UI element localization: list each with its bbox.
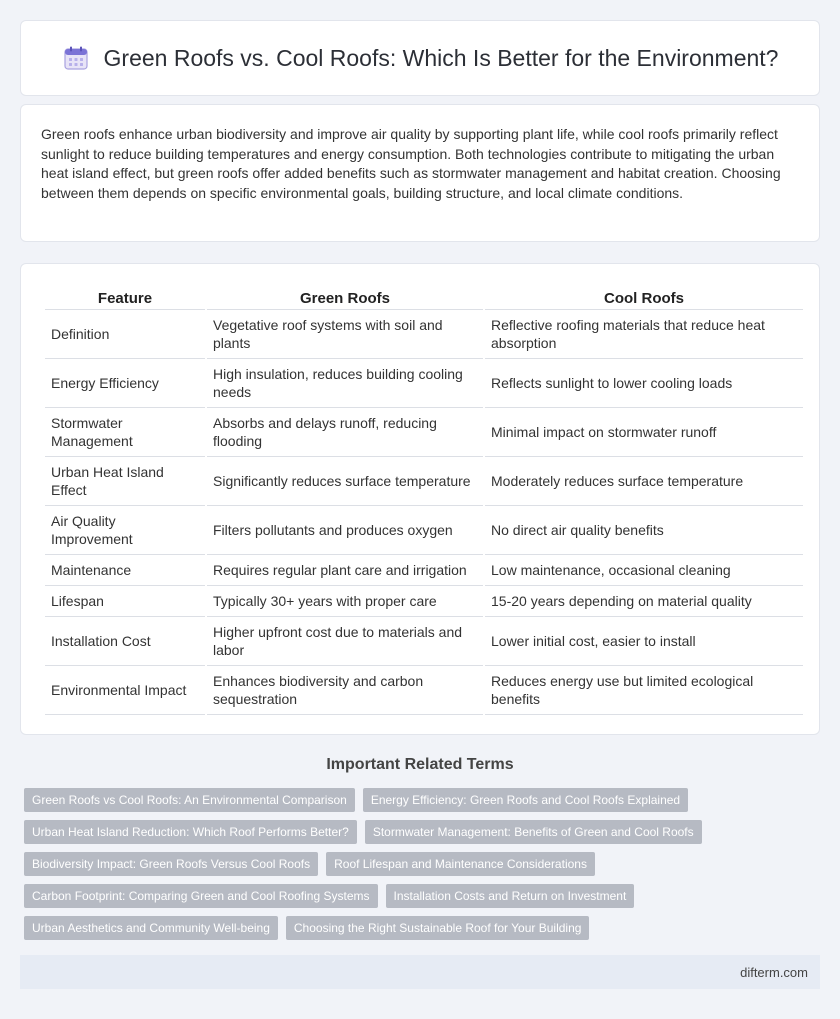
- green-roofs-cell: Typically 30+ years with proper care: [207, 586, 483, 617]
- green-roofs-cell: High insulation, reduces building cooling needs: [207, 359, 483, 408]
- related-term-tag[interactable]: Roof Lifespan and Maintenance Considerations: [326, 852, 595, 876]
- cool-roofs-cell: No direct air quality benefits: [485, 506, 803, 555]
- calendar-icon: [62, 44, 90, 72]
- green-roofs-cell: Filters pollutants and produces oxygen: [207, 506, 483, 555]
- related-term-tag[interactable]: Energy Efficiency: Green Roofs and Cool Roofs Explained: [363, 788, 688, 812]
- header-card: [20, 20, 820, 96]
- feature-cell: Maintenance: [45, 555, 205, 586]
- green-roofs-cell: Requires regular plant care and irrigation: [207, 555, 483, 586]
- comparison-table: [43, 284, 805, 715]
- green-roofs-cell: Absorbs and delays runoff, reducing flooding: [207, 408, 483, 457]
- cool-roofs-cell: Low maintenance, occasional cleaning: [485, 555, 803, 586]
- related-terms-list: [24, 788, 824, 940]
- column-header-cool-roofs: Cool Roofs: [485, 284, 803, 310]
- related-term-tag[interactable]: Installation Costs and Return on Investment: [386, 884, 635, 908]
- column-header-green-roofs: Green Roofs: [207, 284, 483, 310]
- table-row: [45, 359, 803, 408]
- feature-cell: Urban Heat Island Effect: [45, 457, 205, 506]
- table-row: [45, 408, 803, 457]
- feature-cell: Air Quality Improvement: [45, 506, 205, 555]
- feature-cell: Environmental Impact: [45, 666, 205, 715]
- feature-cell: Stormwater Management: [45, 408, 205, 457]
- table-row: [45, 617, 803, 666]
- intro-card: [20, 104, 820, 242]
- related-term-tag[interactable]: Urban Aesthetics and Community Well-being: [24, 916, 278, 940]
- related-term-tag[interactable]: Choosing the Right Sustainable Roof for Your Building: [286, 916, 590, 940]
- table-row: [45, 666, 803, 715]
- table-row: [45, 506, 803, 555]
- cool-roofs-cell: Moderately reduces surface temperature: [485, 457, 803, 506]
- table-row: [45, 586, 803, 617]
- green-roofs-cell: Vegetative roof systems with soil and plants: [207, 310, 483, 359]
- header: [62, 44, 779, 72]
- cool-roofs-cell: 15-20 years depending on material quality: [485, 586, 803, 617]
- table-header-row: [45, 284, 803, 310]
- table-row: [45, 310, 803, 359]
- cool-roofs-cell: Minimal impact on stormwater runoff: [485, 408, 803, 457]
- cool-roofs-cell: Reflects sunlight to lower cooling loads: [485, 359, 803, 408]
- feature-cell: Installation Cost: [45, 617, 205, 666]
- green-roofs-cell: Higher upfront cost due to materials and labor: [207, 617, 483, 666]
- green-roofs-cell: Significantly reduces surface temperature: [207, 457, 483, 506]
- feature-cell: Energy Efficiency: [45, 359, 205, 408]
- footer-site-name[interactable]: difterm.com: [740, 964, 808, 980]
- cool-roofs-cell: Lower initial cost, easier to install: [485, 617, 803, 666]
- table-row: [45, 555, 803, 586]
- related-term-tag[interactable]: Green Roofs vs Cool Roofs: An Environmental Comparison: [24, 788, 355, 812]
- cool-roofs-cell: Reduces energy use but limited ecological benefits: [485, 666, 803, 715]
- feature-cell: Definition: [45, 310, 205, 359]
- related-term-tag[interactable]: Urban Heat Island Reduction: Which Roof Performs Better?: [24, 820, 357, 844]
- intro-paragraph: Green roofs enhance urban biodiversity and improve air quality by supporting plant life, while cool roofs primarily reflect sunlight to reduce building temperatures and energy consumption. Both technologies contribute to mitigating the urban heat island effect, but green roofs offer added benefits such as stormwater management and habitat creation. Choosing between them depends on specific environmental goals, building structure, and local climate conditions.: [41, 126, 781, 201]
- footer: [20, 955, 820, 989]
- column-header-feature: Feature: [45, 284, 205, 310]
- related-term-tag[interactable]: Biodiversity Impact: Green Roofs Versus Cool Roofs: [24, 852, 318, 876]
- related-term-tag[interactable]: Stormwater Management: Benefits of Green and Cool Roofs: [365, 820, 702, 844]
- feature-cell: Lifespan: [45, 586, 205, 617]
- green-roofs-cell: Enhances biodiversity and carbon sequestration: [207, 666, 483, 715]
- comparison-card: [20, 263, 820, 735]
- page-title: Green Roofs vs. Cool Roofs: Which Is Better for the Environment?: [103, 44, 779, 71]
- table-row: [45, 457, 803, 506]
- related-term-tag[interactable]: Carbon Footprint: Comparing Green and Cool Roofing Systems: [24, 884, 378, 908]
- cool-roofs-cell: Reflective roofing materials that reduce heat absorption: [485, 310, 803, 359]
- related-terms-heading: Important Related Terms: [326, 756, 514, 773]
